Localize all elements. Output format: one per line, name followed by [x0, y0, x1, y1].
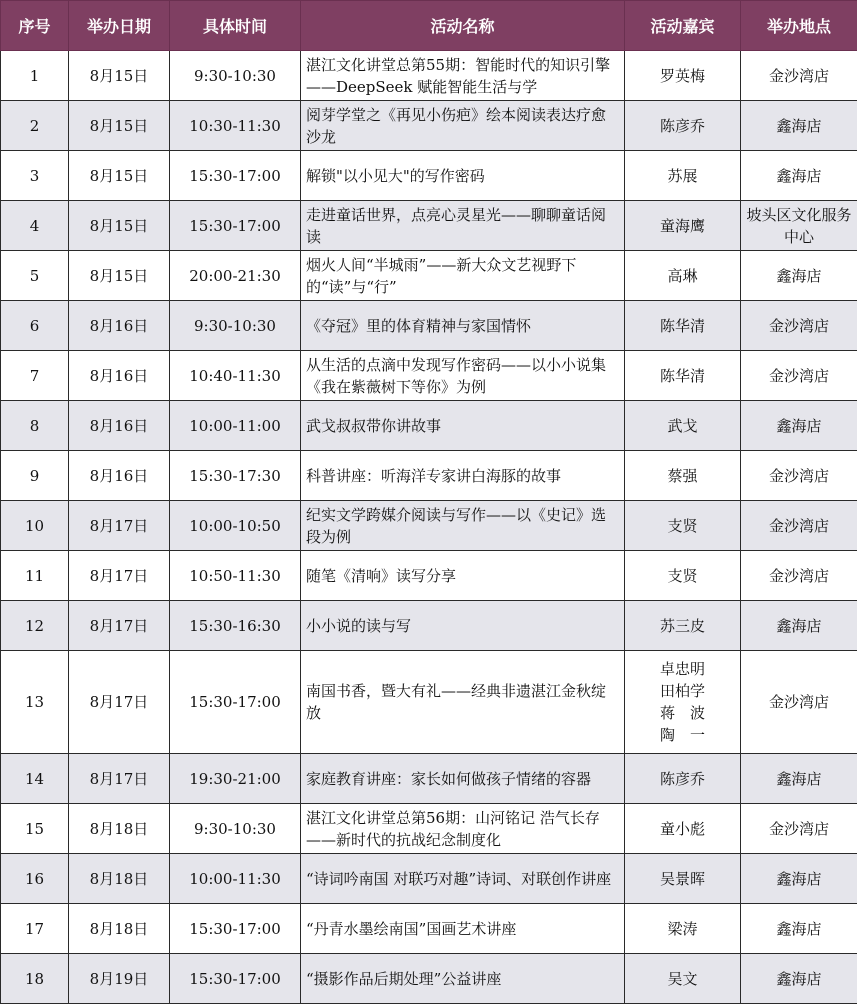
cell-no: 8: [1, 401, 69, 451]
cell-time: 10:50-11:30: [170, 551, 301, 601]
cell-date: 8月18日: [69, 804, 170, 854]
cell-date: 8月18日: [69, 854, 170, 904]
cell-guest: [625, 101, 741, 151]
cell-no: 7: [1, 351, 69, 401]
cell-no: 10: [1, 501, 69, 551]
cell-venue: 金沙湾店: [741, 451, 857, 501]
cell-no: 1: [1, 51, 69, 101]
table-body: [1, 51, 857, 1004]
cell-name: 武戈叔叔带你讲故事: [301, 401, 625, 451]
cell-name: 科普讲座：听海洋专家讲白海豚的故事: [301, 451, 625, 501]
cell-time: 19:30-21:00: [170, 754, 301, 804]
guest-name: 蒋 波: [659, 704, 705, 722]
cell-no: 5: [1, 251, 69, 301]
cell-guest: [625, 904, 741, 954]
guest-name: 吴文: [667, 969, 698, 988]
header-time: 具体时间: [170, 1, 301, 51]
cell-name: 走进童话世界，点亮心灵星光——聊聊童话阅读: [301, 201, 625, 251]
cell-time: 15:30-17:00: [170, 651, 301, 754]
cell-time: 15:30-17:00: [170, 954, 301, 1004]
cell-guest: [625, 601, 741, 651]
header-no: 序号: [1, 1, 69, 51]
cell-date: 8月15日: [69, 101, 170, 151]
cell-guest: [625, 501, 741, 551]
cell-date: 8月15日: [69, 251, 170, 301]
cell-guest: [625, 754, 741, 804]
cell-no: 16: [1, 854, 69, 904]
guest-name: 陈彦乔: [659, 769, 705, 788]
table-row: [1, 251, 857, 301]
cell-name: 南国书香，暨大有礼——经典非遗湛江金秋绽放: [301, 651, 625, 754]
guest-name: 童海鹰: [659, 216, 705, 235]
cell-guest: [625, 151, 741, 201]
guest-name: 支贤: [667, 516, 698, 535]
cell-venue: 鑫海店: [741, 601, 857, 651]
cell-no: 18: [1, 954, 69, 1004]
cell-venue: 鑫海店: [741, 101, 857, 151]
cell-guest: [625, 551, 741, 601]
cell-date: 8月17日: [69, 651, 170, 754]
cell-guest: [625, 401, 741, 451]
guest-name: 支贤: [667, 566, 698, 585]
guest-name: 苏三皮: [659, 616, 705, 635]
cell-time: 10:00-11:00: [170, 401, 301, 451]
guest-name: 田柏学: [659, 682, 705, 700]
cell-guest: [625, 301, 741, 351]
cell-guest: [625, 451, 741, 501]
cell-time: 15:30-17:00: [170, 151, 301, 201]
cell-date: 8月18日: [69, 904, 170, 954]
cell-no: 12: [1, 601, 69, 651]
cell-venue: 金沙湾店: [741, 351, 857, 401]
cell-name: 《夺冠》里的体育精神与家国情怀: [301, 301, 625, 351]
guest-name: 梁涛: [667, 919, 698, 938]
cell-time: 10:00-11:30: [170, 854, 301, 904]
cell-guest: [625, 51, 741, 101]
cell-time: 10:40-11:30: [170, 351, 301, 401]
cell-venue: 鑫海店: [741, 401, 857, 451]
guest-name: 卓忠明: [659, 660, 705, 678]
table-row: [1, 551, 857, 601]
header-row: [1, 1, 857, 51]
cell-guest: [625, 351, 741, 401]
cell-venue: 鑫海店: [741, 251, 857, 301]
cell-name: “诗词吟南国 对联巧对趣”诗词、对联创作讲座: [301, 854, 625, 904]
table-row: [1, 151, 857, 201]
guest-name: 高琳: [667, 266, 698, 285]
cell-date: 8月15日: [69, 151, 170, 201]
cell-date: 8月15日: [69, 51, 170, 101]
cell-time: 10:30-11:30: [170, 101, 301, 151]
cell-venue: 金沙湾店: [741, 551, 857, 601]
cell-time: 9:30-10:30: [170, 804, 301, 854]
cell-time: 15:30-17:30: [170, 451, 301, 501]
cell-name: 解锁"以小见大"的写作密码: [301, 151, 625, 201]
guest-name: 蔡强: [667, 466, 698, 485]
cell-time: 15:30-17:00: [170, 201, 301, 251]
table-row: [1, 351, 857, 401]
guest-name: 童小彪: [659, 819, 705, 838]
cell-no: 2: [1, 101, 69, 151]
cell-no: 13: [1, 651, 69, 754]
cell-date: 8月17日: [69, 754, 170, 804]
cell-date: 8月19日: [69, 954, 170, 1004]
table-row: [1, 651, 857, 754]
cell-name: 家庭教育讲座：家长如何做孩子情绪的容器: [301, 754, 625, 804]
cell-venue: 鑫海店: [741, 151, 857, 201]
cell-date: 8月17日: [69, 501, 170, 551]
cell-name: “摄影作品后期处理”公益讲座: [301, 954, 625, 1004]
table-row: [1, 201, 857, 251]
table-row: [1, 101, 857, 151]
cell-venue: 金沙湾店: [741, 651, 857, 754]
guest-name: 武戈: [667, 416, 698, 435]
cell-guest: [625, 251, 741, 301]
guest-name: 陈彦乔: [659, 116, 705, 135]
table-row: [1, 904, 857, 954]
guest-name: 陈华清: [659, 316, 705, 335]
cell-no: 9: [1, 451, 69, 501]
cell-venue: 鑫海店: [741, 754, 857, 804]
cell-date: 8月17日: [69, 601, 170, 651]
cell-date: 8月15日: [69, 201, 170, 251]
cell-name: 小小说的读与写: [301, 601, 625, 651]
header-venue: 举办地点: [741, 1, 857, 51]
header-name: 活动名称: [301, 1, 625, 51]
cell-no: 15: [1, 804, 69, 854]
cell-no: 3: [1, 151, 69, 201]
cell-no: 4: [1, 201, 69, 251]
cell-venue: 金沙湾店: [741, 501, 857, 551]
cell-venue: 鑫海店: [741, 904, 857, 954]
cell-time: 9:30-10:30: [170, 301, 301, 351]
cell-no: 17: [1, 904, 69, 954]
guest-name: 吴景晖: [659, 869, 705, 888]
cell-venue: 金沙湾店: [741, 301, 857, 351]
cell-venue: 金沙湾店: [741, 51, 857, 101]
cell-no: 14: [1, 754, 69, 804]
cell-name: 湛江文化讲堂总第55期：智能时代的知识引擎——DeepSeek 赋能智能生活与学: [301, 51, 625, 101]
guest-name: 陶 一: [659, 726, 705, 744]
table-row: [1, 451, 857, 501]
cell-guest: [625, 854, 741, 904]
cell-date: 8月16日: [69, 351, 170, 401]
table-row: [1, 854, 857, 904]
header-date: 举办日期: [69, 1, 170, 51]
guest-name: 苏展: [667, 166, 698, 185]
cell-name: 阅芽学堂之《再见小伤疤》绘本阅读表达疗愈沙龙: [301, 101, 625, 151]
cell-date: 8月16日: [69, 401, 170, 451]
cell-no: 6: [1, 301, 69, 351]
table-row: [1, 401, 857, 451]
cell-venue: 坡头区文化服务中心: [741, 201, 857, 251]
guest-name: 罗英梅: [659, 66, 705, 85]
cell-time: 10:00-10:50: [170, 501, 301, 551]
cell-time: 9:30-10:30: [170, 51, 301, 101]
cell-date: 8月16日: [69, 451, 170, 501]
cell-name: “丹青水墨绘南国”国画艺术讲座: [301, 904, 625, 954]
table-row: [1, 804, 857, 854]
guest-name: 陈华清: [659, 366, 705, 385]
cell-no: 11: [1, 551, 69, 601]
cell-venue: 鑫海店: [741, 854, 857, 904]
cell-guest: [625, 201, 741, 251]
cell-date: 8月17日: [69, 551, 170, 601]
cell-guest: [625, 954, 741, 1004]
cell-venue: 鑫海店: [741, 954, 857, 1004]
table-row: [1, 501, 857, 551]
table-row: [1, 51, 857, 101]
table-row: [1, 954, 857, 1004]
cell-time: 15:30-16:30: [170, 601, 301, 651]
cell-guest: [625, 804, 741, 854]
cell-time: 20:00-21:30: [170, 251, 301, 301]
cell-name: 湛江文化讲堂总第56期：山河铭记 浩气长存——新时代的抗战纪念制度化: [301, 804, 625, 854]
header-guest: 活动嘉宾: [625, 1, 741, 51]
cell-venue: 金沙湾店: [741, 804, 857, 854]
cell-name: 烟火人间“半城雨”——新大众文艺视野下的“读”与“行”: [301, 251, 625, 301]
cell-time: 15:30-17:00: [170, 904, 301, 954]
cell-name: 从生活的点滴中发现写作密码——以小小说集《我在紫薇树下等你》为例: [301, 351, 625, 401]
cell-date: 8月16日: [69, 301, 170, 351]
table-row: [1, 754, 857, 804]
table-row: [1, 601, 857, 651]
table-row: [1, 301, 857, 351]
cell-name: 随笔《清响》读写分享: [301, 551, 625, 601]
cell-guest: [625, 651, 741, 754]
cell-name: 纪实文学跨媒介阅读与写作——以《史记》选段为例: [301, 501, 625, 551]
